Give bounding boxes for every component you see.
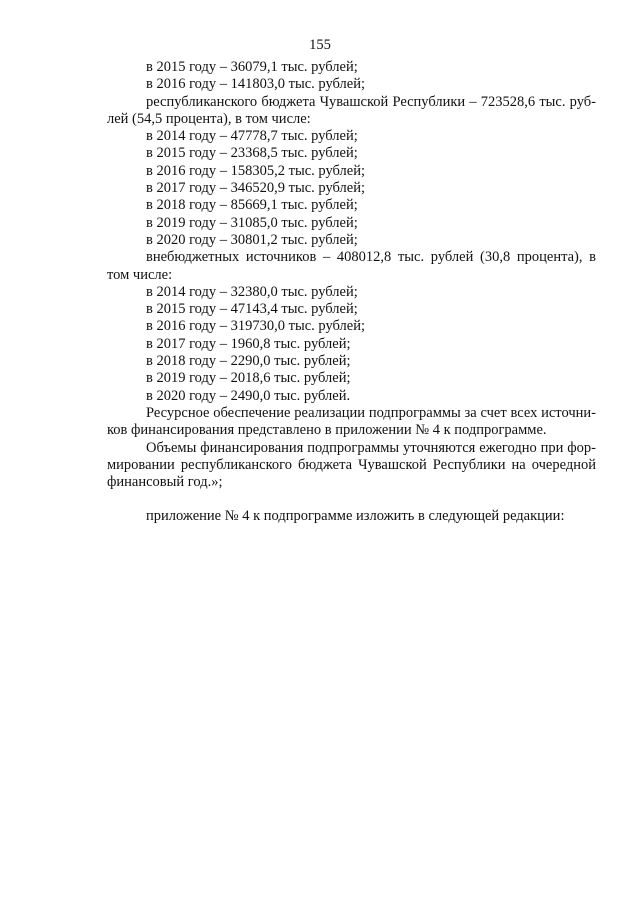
appendix-paragraph: приложение № 4 к подпрограмме изложить в следующей редакции:: [146, 508, 565, 525]
republic-line-2017: в 2017 году – 346520,9 тыс. рублей;: [146, 180, 366, 197]
republic-line-2015: в 2015 году – 23368,5 тыс. рублей;: [146, 145, 358, 162]
extrabudget-line-2019: в 2019 году – 2018,6 тыс. рублей;: [146, 370, 351, 387]
extrabudget-line-2017: в 2017 году – 1960,8 тыс. рублей;: [146, 335, 351, 352]
paragraph-gap: [107, 491, 596, 508]
page-number: 155: [309, 37, 331, 53]
volumes-paragraph: Объемы финансирования подпрограммы уточняются ежегодно при формировании республиканского бюджета Чувашской Республики на очередной финансовый год.»;: [107, 439, 596, 491]
document-body: [107, 59, 596, 526]
republic-line-2020: в 2020 году – 30801,2 тыс. рублей;: [146, 231, 358, 248]
funding-line-2016: в 2016 году – 141803,0 тыс. рублей;: [146, 76, 366, 93]
republic-line-2014: в 2014 году – 47778,7 тыс. рублей;: [146, 128, 358, 145]
extrabudget-line-2015: в 2015 году – 47143,4 тыс. рублей;: [146, 301, 358, 318]
republic-line-2016: в 2016 году – 158305,2 тыс. рублей;: [146, 162, 366, 179]
extrabudget-line-2016: в 2016 году – 319730,0 тыс. рублей;: [146, 318, 366, 335]
extrabudget-paragraph: внебюджетных источников – 408012,8 тыс. рублей (30,8 процента), в том числе:: [107, 249, 596, 283]
extrabudget-line-2014: в 2014 году – 32380,0 тыс. рублей;: [146, 283, 358, 300]
extrabudget-line-2020: в 2020 году – 2490,0 тыс. рублей.: [146, 387, 351, 404]
resources-paragraph: Ресурсное обеспечение реализации подпрограммы за счет всех источников финансирования представлено в приложении № 4 к подпрограмме.: [107, 404, 596, 439]
republic-line-2019: в 2019 году – 31085,0 тыс. рублей;: [146, 214, 358, 231]
extrabudget-line-2018: в 2018 году – 2290,0 тыс. рублей;: [146, 353, 351, 370]
funding-line-2015: в 2015 году – 36079,1 тыс. рублей;: [146, 59, 358, 75]
republic-budget-paragraph: республиканского бюджета Чувашской Республики – 723528,6 тыс. рублей (54,5 процента), в том числе:: [107, 93, 596, 127]
republic-line-2018: в 2018 году – 85669,1 тыс. рублей;: [146, 197, 358, 214]
